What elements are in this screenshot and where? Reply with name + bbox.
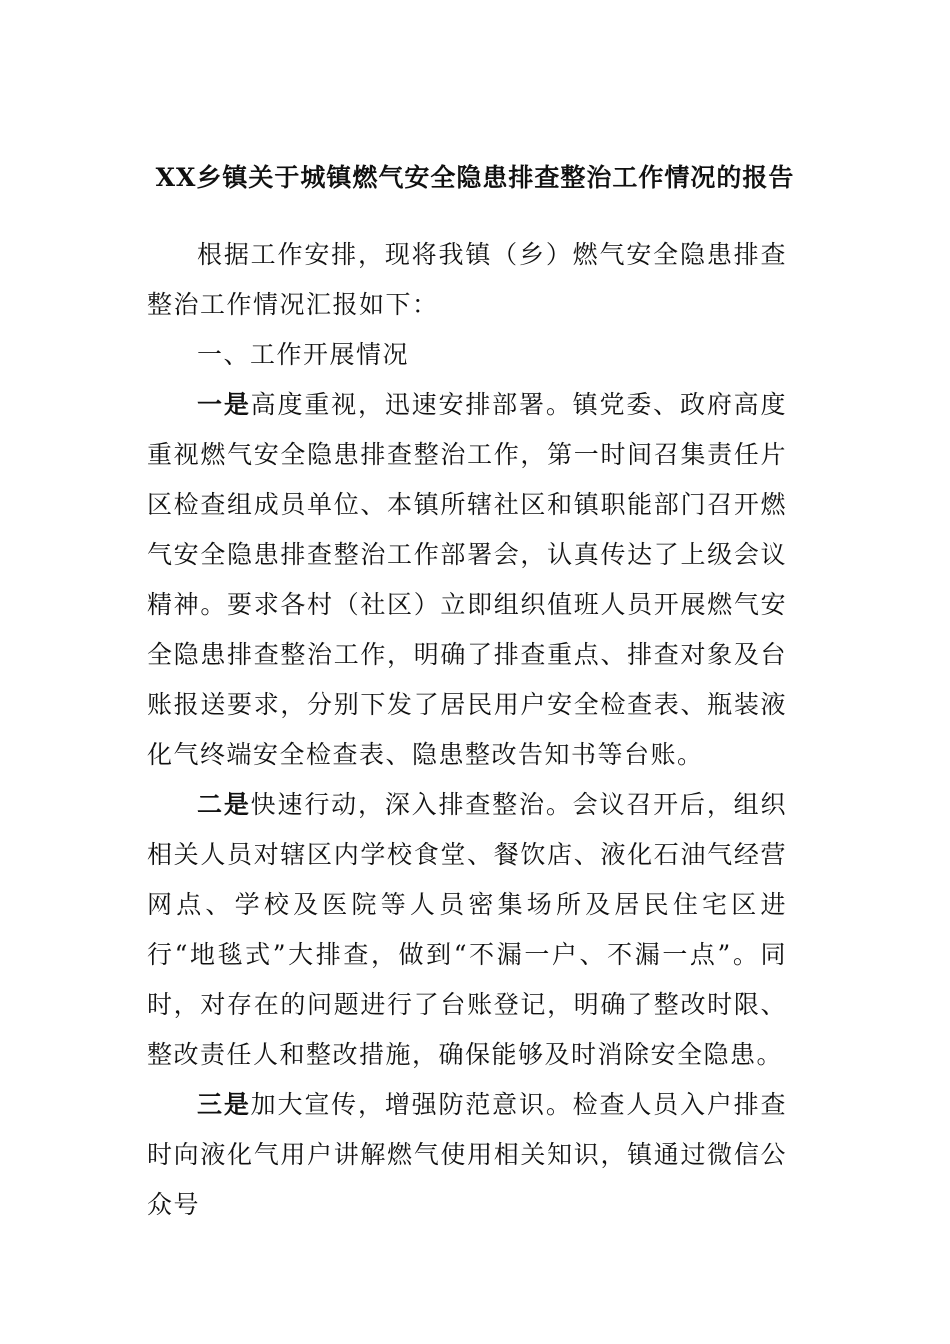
section-heading: 一、工作开展情况 [197,340,410,369]
document-title: XX乡镇关于城镇燃气安全隐患排查整治工作情况的报告 [155,163,795,192]
point-text: 加大宣传，增强防范意识。检查人员入户排查时向液化气用户讲解燃气使用相关知识，镇通过微信公众号 [147,1090,787,1219]
point-paragraph-1 [147,380,787,780]
point-lead: 二是 [197,790,251,819]
document-body [147,230,787,1230]
point-lead: 一是 [197,390,251,419]
point-text: 快速行动，深入排查整治。会议召开后，组织相关人员对辖区内学校食堂、餐饮店、液化石油气经营网点、学校及医院等人员密集场所及居民住宅区进行“地毯式”大排查，做到“不漏一户、不漏一点”。同时，对存在的问题进行了台账登记，明确了整改时限、整改责任人和整改措施，确保能够及时消除安全隐患。 [147,790,787,1069]
point-paragraph-2 [147,780,787,1080]
point-text: 高度重视，迅速安排部署。镇党委、政府高度重视燃气安全隐患排查整治工作，第一时间召集责任片区检查组成员单位、本镇所辖社区和镇职能部门召开燃气安全隐患排查整治工作部署会，认真传达了上级会议精神。要求各村（社区）立即组织值班人员开展燃气安全隐患排查整治工作，明确了排查重点、排查对象及台账报送要求，分别下发了居民用户安全检查表、瓶装液化气终端安全检查表、隐患整改告知书等台账。 [147,390,787,769]
point-paragraph-3 [147,1080,787,1230]
intro-paragraph: 根据工作安排，现将我镇（乡）燃气安全隐患排查整治工作情况汇报如下： [147,240,787,319]
point-lead: 三是 [197,1090,251,1119]
